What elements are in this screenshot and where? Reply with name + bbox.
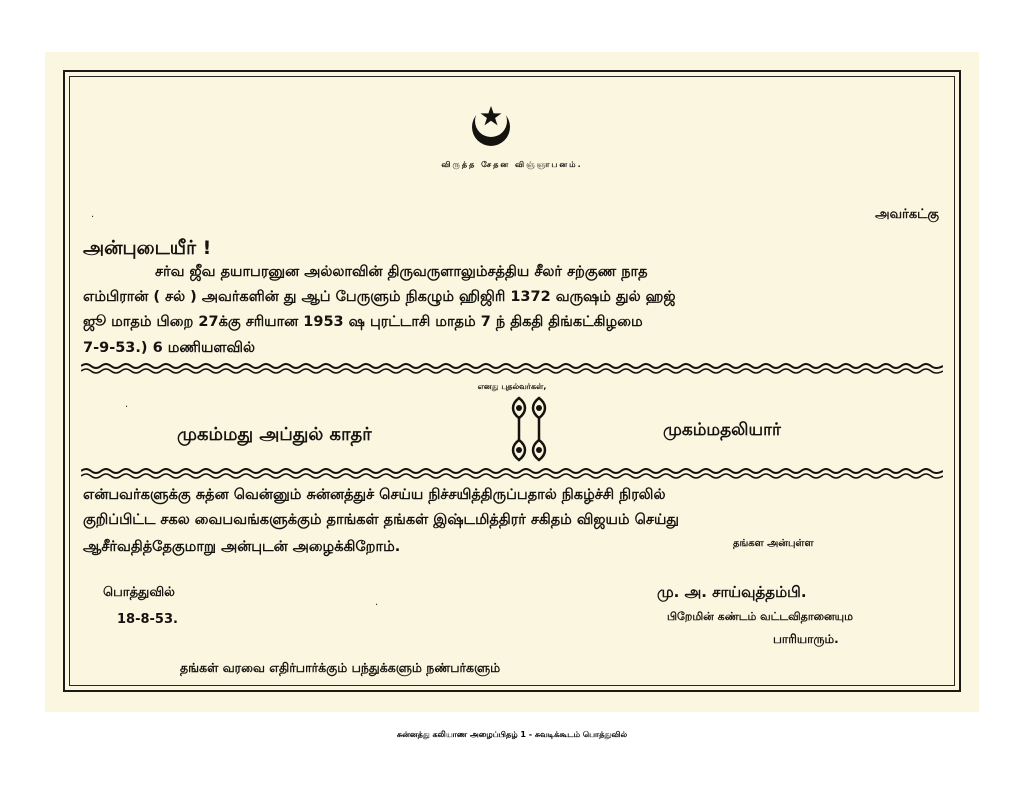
son-name-right: முகம்மதலியார் [663,420,781,440]
place-name: பொத்துவில் [103,585,175,600]
yours-label: தங்கள அன்புள்ள [733,538,814,549]
image-caption: சுன்னத்து கலியாண அழைப்பிதழ் 1 - சுவடிக்கூடம் பொத்துவில் [396,730,628,739]
body-line: 7-9-53.) 6 மணியளவில் [83,340,255,356]
wavy-divider [81,362,943,374]
addressee-line: அவர்கட்கு [875,207,939,222]
speck: · [125,402,129,413]
wavy-divider [81,467,943,479]
speck: · [91,212,95,223]
son-name-left: முகம்மது அப்துல் காதர் [177,424,372,445]
ornament-icon [509,394,549,464]
crescent-star-icon [467,100,515,148]
body-line: சர்வ ஜீவ தயாபரனுன அல்லாவின் திருவருளாலும்சத்திய சீலர் சற்குண நாத [155,264,648,280]
footer-line: தங்கள் வரவை எதிர்பார்க்கும் பந்துக்களும் நண்பர்களும் [180,660,501,675]
closing-line: ஆசீர்வதித்தேகுமாறு அன்புடன் அழைக்கிறோம். [83,539,401,555]
sender-address: பிறேமின் கண்டம் வட்டவிதானையும [667,610,853,623]
sender-role: பாரியாரும். [773,632,839,646]
invitation-date: 18-8-53. [117,612,178,627]
body-line: எம்பிரான் ( சல் ) அவர்களின் து ஆப் பேருளும் நிகழும் ஹிஜிரி 1372 வருஷம் துல் ஹஜ் [83,289,676,305]
invitation-card [45,52,979,712]
body-line: ஜூ மாதம் பிறை 27க்கு சரியான 1953 ஷ புரட்டாசி மாதம் 7 ந் திகதி திங்கட்கிழமை [83,314,643,330]
closing-line: என்பவர்களுக்கு சுத்ன வென்னும் சுன்னத்துச் செய்ய நிச்சயித்திருப்பதால் நிகழ்ச்சி நிரலில் [83,487,666,503]
speck: · [375,600,379,611]
closing-line: குறிப்பிட்ட சகல வைபவங்களுக்கும் தாங்கள் தங்கள் இஷ்டமித்திரர் சகிதம் விஜயம் செய்து [83,512,679,528]
parents-label: எனது புதல்வர்கள், [477,382,547,391]
invitation-title: விருத்த சேதன விஞ்ஞாபனம். [441,160,583,169]
sender-name: மு. அ. சாய்வுத்தம்பி. [657,583,807,601]
greeting: அன்புடையீர் ! [83,237,212,259]
